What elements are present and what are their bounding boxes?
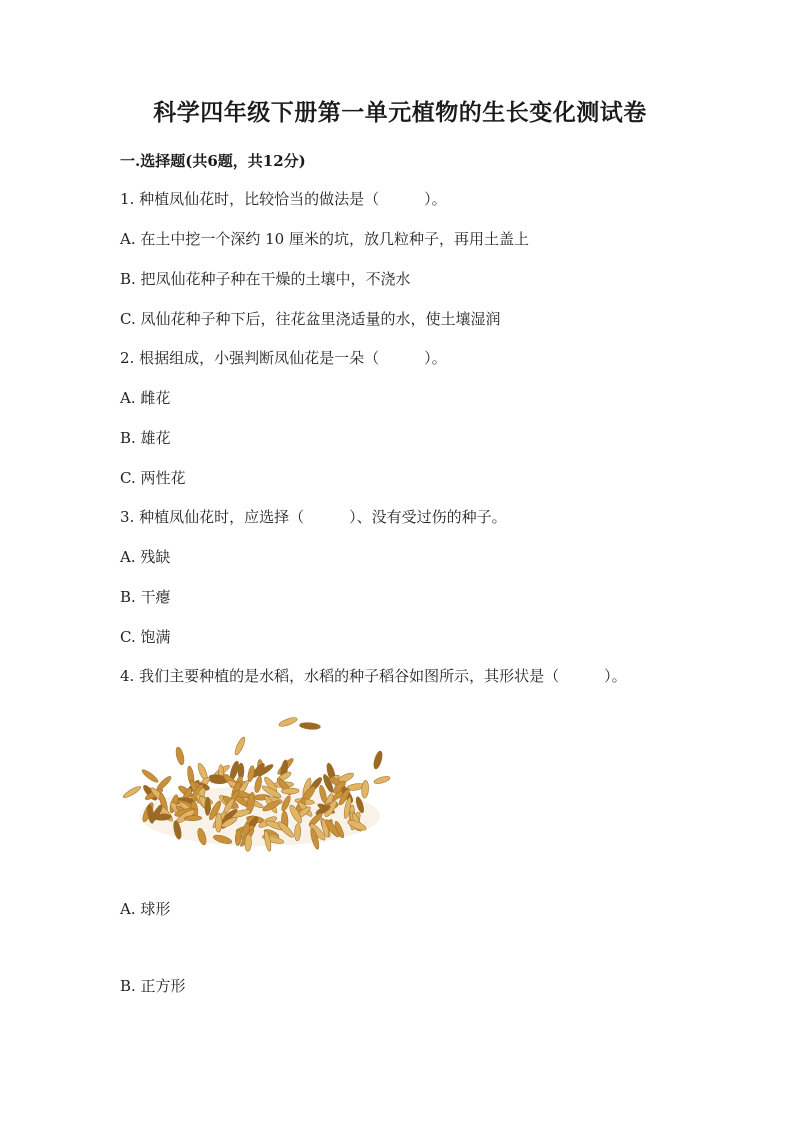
- question-3-stem: 3. 种植凤仙花时，应选择（ ）、没有受过伤的种子。: [120, 508, 507, 526]
- question-4-stem: 4. 我们主要种植的是水稻，水稻的种子稻谷如图所示，其形状是（ ）。: [120, 667, 627, 685]
- question-2-option-a: A. 雌花: [120, 389, 171, 407]
- question-2-option-c: C. 两性花: [120, 469, 186, 487]
- question-2-option-b: B. 雄花: [120, 429, 171, 447]
- page-title: 科学四年级下册第一单元植物的生长变化测试卷: [153, 99, 647, 126]
- question-3-option-c: C. 饱满: [120, 628, 171, 646]
- section-heading: 一.选择题(共6题，共12分): [120, 152, 306, 170]
- question-1-stem: 1. 种植凤仙花时，比较恰当的做法是（ ）。: [120, 190, 447, 208]
- rice-grains-illustration: [120, 716, 408, 864]
- question-2-stem: 2. 根据组成，小强判断凤仙花是一朵（ ）。: [120, 349, 447, 367]
- question-1-option-a: A. 在土中挖一个深约 10 厘米的坑，放几粒种子，再用土盖上: [120, 230, 529, 248]
- question-1-option-c: C. 凤仙花种子种下后，往花盆里浇适量的水，使土壤湿润: [120, 310, 501, 328]
- rice-grains-image: [120, 716, 408, 864]
- question-3-option-b: B. 干瘪: [120, 588, 171, 606]
- question-3-option-a: A. 残缺: [120, 548, 171, 566]
- question-4-option-a: A. 球形: [120, 900, 171, 918]
- question-4-option-b: B. 正方形: [120, 977, 186, 995]
- question-1-option-b: B. 把凤仙花种子种在干燥的土壤中，不浇水: [120, 270, 411, 288]
